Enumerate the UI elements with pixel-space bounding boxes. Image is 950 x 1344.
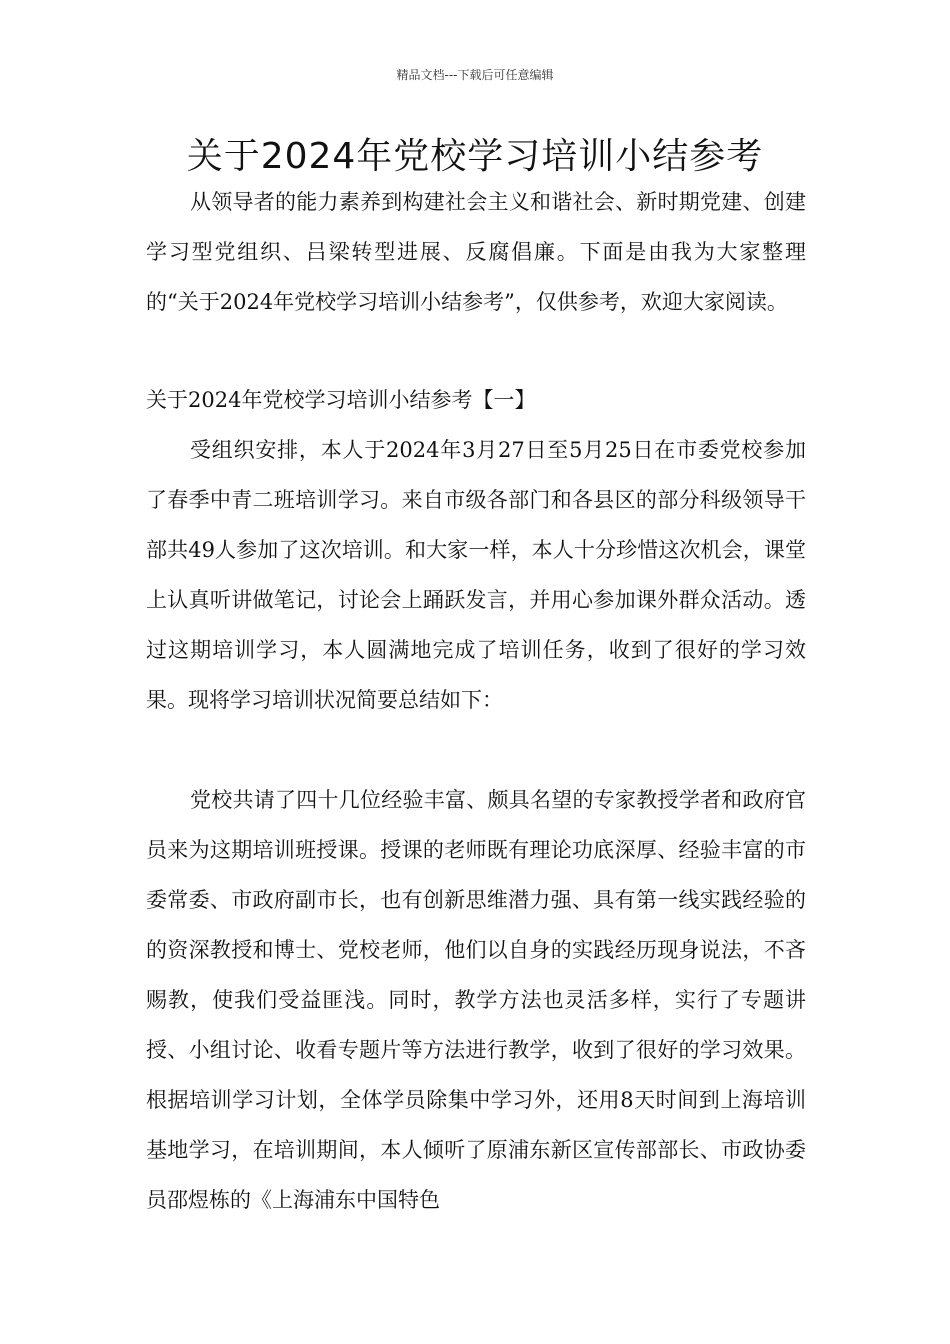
document-title: 关于2024年党校学习培训小结参考 bbox=[186, 136, 764, 177]
intro-paragraph: 从领导者的能力素养到构建社会主义和谐社会、新时期党建、创建学习型党组织、吕梁转型进展、反腐倡廉。下面是由我为大家整理的“关于2024年党校学习培训小结参考”，仅供参考，欢迎大家阅读。 bbox=[146, 190, 806, 314]
body-paragraph: 受组织安排，本人于2024年3月27日至5月25日在市委党校参加了春季中青二班培训学习。来自市级各部门和各县区的部分科级领导干部共49人参加了这次培训。和大家一样，本人十分珍惜这次机会，课堂上认真听讲做笔记，讨论会上踊跃发言，并用心参加课外群众活动。透过这期培训学习，本人圆满地完成了培训任务，收到了很好的学习效果。现将学习培训状况简要总结如下： bbox=[146, 438, 806, 712]
section-heading: 关于2024年党校学习培训小结参考【一】 bbox=[146, 388, 536, 412]
header-note: 精品文档---下载后可任意编辑 bbox=[396, 68, 554, 82]
body-paragraph: 党校共请了四十几位经验丰富、颇具名望的专家教授学者和政府官员来为这期培训班授课。授课的老师既有理论功底深厚、经验丰富的市委常委、市政府副市长，也有创新思维潜力强、具有第一线实践经验的的资深教授和博士、党校老师，他们以自身的实践经历现身说法，不吝赐教，使我们受益匪浅。同时，教学方法也灵活多样，实行了专题讲授、小组讨论、收看专题片等方法进行教学，收到了很好的学习效果。根据培训学习计划，全体学员除集中学习外，还用8天时间到上海培训基地学习，在培训期间，本人倾听了原浦东新区宣传部部长、市政协委员邵煜栋的《上海浦东中国特色 bbox=[146, 788, 806, 1212]
